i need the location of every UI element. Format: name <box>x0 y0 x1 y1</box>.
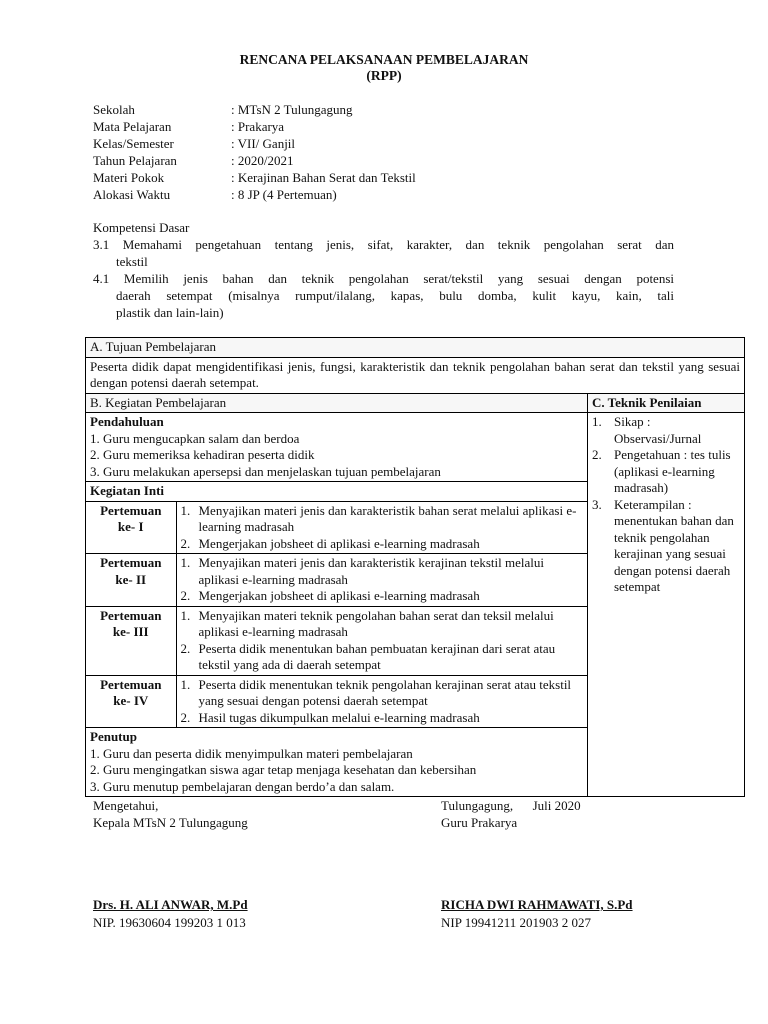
activity-number: 1. <box>180 676 191 692</box>
meeting-activities <box>176 606 587 675</box>
tujuan-header: A. Tujuan Pembelajaran <box>86 338 745 358</box>
teknik-text: Keterampilan : menentukan bahan dan teknik pengolahan kerajinan yang sesuai dengan potensi daerah setempat <box>614 496 734 594</box>
activity-number: 1. <box>180 607 191 623</box>
activity-number: 1. <box>180 502 191 518</box>
signature-line: Guru Prakarya <box>441 815 518 830</box>
teknik-text: Pengetahuan : tes tulis (aplikasi e-learning madrasah) <box>614 447 731 495</box>
meeting-label-line: Pertemuan <box>100 676 162 692</box>
teknik-header: C. Teknik Penilaian <box>588 393 745 413</box>
activity-item <box>181 710 584 727</box>
activity-item <box>181 608 584 641</box>
info-value: : Kerajinan Bahan Serat dan Tekstil <box>231 170 416 185</box>
info-value: : 2020/2021 <box>231 153 294 168</box>
signature-line: Kepala MTsN 2 Tulungagung <box>93 815 248 830</box>
info-label: Mata Pelajaran <box>93 119 172 134</box>
pendahuluan-title: Pendahuluan <box>90 414 164 429</box>
document-subtitle: (RPP) <box>366 68 402 83</box>
meeting-label-line: ke- IV <box>113 693 149 708</box>
info-row-tahun-pelajaran <box>93 152 416 169</box>
info-value: : MTsN 2 Tulungagung <box>231 102 353 117</box>
activity-text: Menyajikan materi jenis dan karakteristik bahan serat melalui aplikasi e-learning madrasah <box>198 502 577 534</box>
list-item: 2. Guru memeriksa kehadiran peserta didik <box>90 447 315 462</box>
meeting-label-line: ke- III <box>112 624 149 639</box>
meeting-row <box>86 501 587 554</box>
kompetensi-dasar <box>93 219 674 321</box>
info-row-materi-pokok <box>93 169 416 186</box>
tujuan-text: Peserta didik dapat mengidentifikasi jenis, fungsi, karakteristik dan teknik pengolahan bahan serat dan tekstil yang sesuai dengan potensi daerah setempat. <box>86 357 745 393</box>
meeting-row <box>86 606 587 675</box>
penutup-list <box>90 746 583 796</box>
info-label: Materi Pokok <box>93 170 165 185</box>
meeting-activities <box>176 554 587 607</box>
activity-item <box>181 641 584 674</box>
teacher-nip: NIP 19941211 201903 2 027 <box>441 915 591 930</box>
pendahuluan-list <box>90 431 583 481</box>
teknik-item <box>592 447 740 497</box>
activity-item <box>181 677 584 710</box>
penutup-section <box>86 728 587 796</box>
meeting-label <box>86 554 176 607</box>
activity-text: Mengerjakan jobsheet di aplikasi e-learning madrasah <box>198 535 480 551</box>
kompetensi-item <box>93 236 674 270</box>
meeting-activities <box>176 501 587 554</box>
kegiatan-header: B. Kegiatan Pembelajaran <box>86 393 588 413</box>
principal-name: Drs. H. ALI ANWAR, M.Pd <box>93 897 248 912</box>
teknik-item <box>592 414 740 447</box>
penutup-title: Penutup <box>90 729 137 744</box>
meeting-label-line: ke- II <box>115 571 147 587</box>
teknik-number: 1. <box>592 414 602 429</box>
activity-text: Hasil tugas dikumpulkan melalui e-learning madrasah <box>198 709 480 725</box>
signature-left <box>93 797 248 831</box>
activity-list <box>181 608 584 674</box>
kompetensi-line: daerah setempat (misalnya rumput/ilalang, kapas, bulu domba, kulit kayu, kain, tali <box>116 288 674 303</box>
activity-list <box>181 555 584 605</box>
activity-item <box>181 555 584 588</box>
kompetensi-line: tekstil <box>116 254 148 269</box>
lesson-plan-table <box>85 337 745 797</box>
meetings-table <box>86 501 587 729</box>
activity-list <box>181 677 584 727</box>
teacher-name: RICHA DWI RAHMAWATI, S.Pd <box>441 897 633 912</box>
activity-item <box>181 536 584 553</box>
activity-number: 1. <box>180 555 191 570</box>
info-label: Tahun Pelajaran <box>93 153 177 168</box>
activity-number: 2. <box>180 709 191 725</box>
activity-item <box>181 503 584 536</box>
info-value: : Prakarya <box>231 119 285 134</box>
list-item: 3. Guru melakukan apersepsi dan menjelaskan tujuan pembelajaran <box>90 463 441 479</box>
info-label: Sekolah <box>93 102 135 117</box>
list-item: 1. Guru mengucapkan salam dan berdoa <box>90 430 300 446</box>
kegiatan-inti-title: Kegiatan Inti <box>86 481 587 501</box>
teknik-number: 2. <box>592 447 602 462</box>
activity-list <box>181 503 584 553</box>
meeting-label <box>86 606 176 675</box>
teknik-number: 3. <box>592 496 602 512</box>
kompetensi-line: plastik dan lain-lain) <box>116 305 224 320</box>
list-item: 3. Guru menutup pembelajaran dengan berdo’a dan salam. <box>90 778 395 794</box>
activity-text: Peserta didik menentukan bahan pembuatan kerajinan dari serat atau tekstil yang ada di daerah setempat <box>198 640 556 672</box>
info-block <box>93 101 416 203</box>
teknik-text: Sikap : Observasi/Jurnal <box>614 414 702 446</box>
principal-nip: NIP. 19630604 199203 1 013 <box>93 915 246 930</box>
info-row-kelas-semester <box>93 135 416 152</box>
info-value: : 8 JP (4 Pertemuan) <box>231 187 337 202</box>
kegiatan-cell <box>86 413 588 797</box>
activity-number: 2. <box>180 588 191 603</box>
meeting-label-line: Pertemuan <box>100 502 162 518</box>
info-row-mata-pelajaran <box>93 118 416 135</box>
pendahuluan-section <box>86 413 587 481</box>
info-row-alokasi-waktu <box>93 186 416 203</box>
meeting-row <box>86 675 587 728</box>
meeting-label <box>86 675 176 728</box>
teknik-list <box>592 414 740 596</box>
teknik-item <box>592 497 740 596</box>
activity-text: Menyajikan materi teknik pengolahan bahan serat dan teksil melalui aplikasi e-learning madrasah <box>198 607 554 639</box>
activity-text: Mengerjakan jobsheet di aplikasi e-learning madrasah <box>198 588 480 603</box>
info-row-sekolah <box>93 101 416 118</box>
list-item: 1. Guru dan peserta didik menyimpulkan materi pembelajaran <box>90 745 413 761</box>
meeting-label-line: Pertemuan <box>100 607 162 623</box>
activity-text: Menyajikan materi jenis dan karakteristik kerajinan tekstil melalui aplikasi e-learning madrasah <box>198 555 544 587</box>
signature-line: Tulungagung, Juli 2020 <box>441 798 581 813</box>
meeting-label-line: ke- I <box>117 519 144 534</box>
list-item: 2. Guru mengingatkan siswa agar tetap menjaga kesehatan dan kebersihan <box>90 762 477 777</box>
kompetensi-line: 4.1 Memilih jenis bahan dan teknik pengolahan serat/tekstil yang sesuai dengan potensi <box>93 271 674 286</box>
kompetensi-line: 3.1 Memahami pengetahuan tentang jenis, sifat, karakter, dan teknik pengolahan serat dan <box>93 237 674 252</box>
kompetensi-item <box>93 270 674 321</box>
info-value: : VII/ Ganjil <box>231 136 296 151</box>
activity-item <box>181 588 584 605</box>
activity-number: 2. <box>180 640 191 656</box>
meeting-activities <box>176 675 587 728</box>
signature-right <box>441 797 581 831</box>
teknik-cell <box>588 413 745 797</box>
meeting-row <box>86 554 587 607</box>
meeting-label <box>86 501 176 554</box>
document-title: RENCANA PELAKSANAAN PEMBELAJARAN <box>239 52 529 67</box>
activity-text: Peserta didik menentukan teknik pengolahan kerajinan serat atau tekstil yang sesuai dengan potensi daerah setempat <box>198 676 572 708</box>
activity-number: 2. <box>180 535 191 551</box>
info-label: Alokasi Waktu <box>93 187 171 202</box>
signature-line: Mengetahui, <box>93 798 159 813</box>
meeting-label-line: Pertemuan <box>100 555 162 570</box>
info-label: Kelas/Semester <box>93 136 174 151</box>
kompetensi-title: Kompetensi Dasar <box>93 220 190 235</box>
